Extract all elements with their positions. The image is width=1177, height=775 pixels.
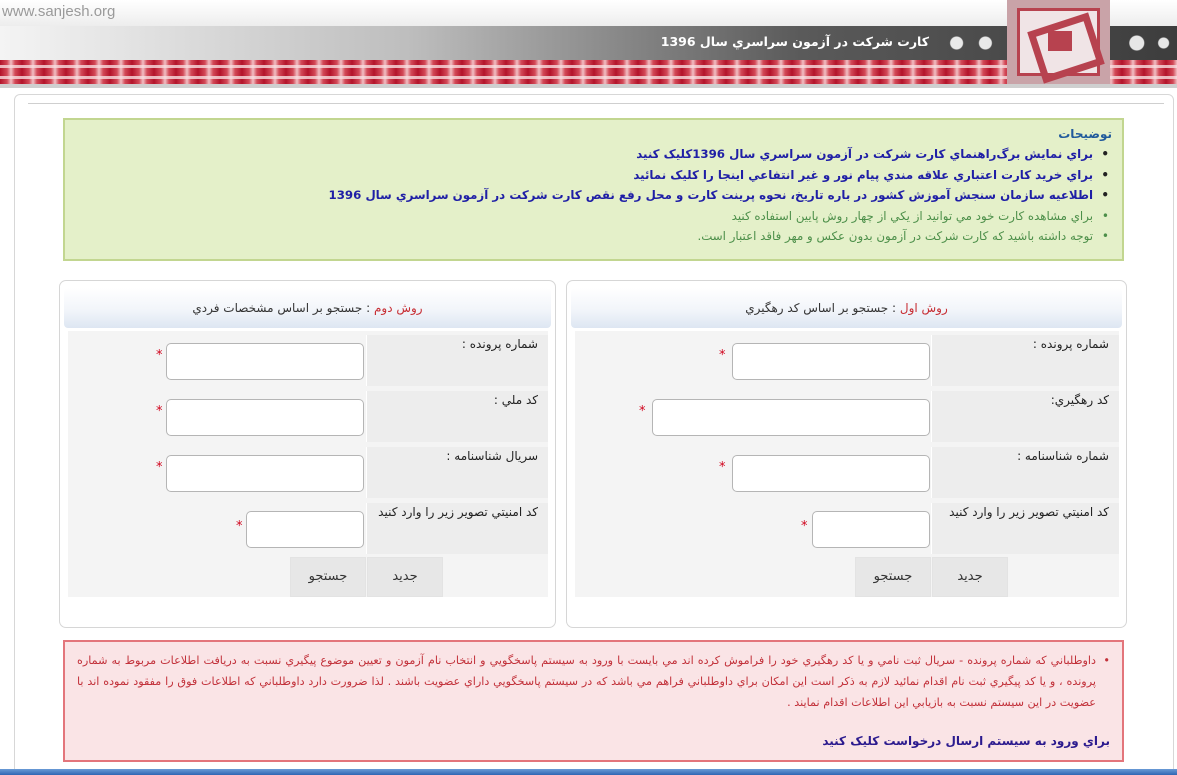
form-field-cell [68, 447, 366, 498]
site-url: www.sanjesh.org [2, 3, 116, 20]
method-label: روش اول [899, 301, 948, 315]
case-number-label: شماره پرونده : [931, 335, 1119, 386]
panel-search-by-personal-info [59, 280, 556, 628]
form-field-cell [575, 391, 931, 442]
ornament-icon [935, 26, 1007, 60]
info-box [63, 118, 1124, 261]
panel-header [64, 288, 551, 328]
tracking-code-input[interactable] [652, 399, 930, 436]
form-row [575, 331, 1119, 386]
case-number-label: شماره پرونده : [366, 335, 548, 386]
notice-text: • داوطلباني که شماره پرونده - سريال ثبت نامي و يا کد رهگيري خود را فراموش کرده اند مي بايست با ورود به سيستم پاسخگويي و انتخاب نام آزمون و تعيين موضوع پيگيري نسبت به دريافت اطلاعات مربوط به شماره پرونده ، و يا کد پيگيري ثبت نام اقدام نمائيد لازم به ذکر است اين امکان براي داوطلباني فراهم مي باشد که در سيستم پاسخگويي داراي عضويت باشند . لذا ضرورت دارد داوطلباني که اطلاعات فوق را مفقود نموده اند با عضويت در اين سيستم نسبت به بازيابي اين اطلاعات اقدام نمايند . [77, 650, 1110, 713]
form-row [575, 387, 1119, 442]
form-field-cell [68, 391, 366, 442]
form-row [68, 387, 548, 442]
captcha-input[interactable] [812, 511, 930, 548]
info-list [65, 144, 1112, 247]
national-code-label: کد ملي : [366, 391, 548, 442]
national-code-input[interactable] [166, 399, 364, 436]
required-mark: * [639, 404, 646, 419]
search-button[interactable]: جستجو [855, 557, 931, 597]
form-row [68, 499, 548, 554]
new-button[interactable]: جديد [932, 557, 1008, 597]
captcha-input[interactable] [246, 511, 364, 548]
panel-header [571, 288, 1122, 328]
tracking-code-label: کد رهگيري: [931, 391, 1119, 442]
button-row [68, 557, 548, 597]
form-body [575, 331, 1119, 597]
button-row [575, 557, 1119, 597]
captcha-label: کد امنيتي تصوير زير را وارد کنيد [931, 503, 1119, 554]
form-row [575, 443, 1119, 498]
captcha-label: کد امنيتي تصوير زير را وارد کنيد [366, 503, 548, 554]
header-bottom-border [0, 84, 1177, 88]
header-top-band [0, 0, 1177, 26]
os-taskbar [0, 769, 1177, 775]
info-note-validity: • توجه داشته باشيد که کارت شرکت در آزمون بدون عکس و مهر فاقد اعتبار است. [65, 226, 1112, 247]
form-field-cell [575, 503, 931, 554]
case-number-input[interactable] [166, 343, 364, 380]
form-body [68, 331, 548, 597]
case-number-input[interactable] [732, 343, 930, 380]
info-note-methods: • براي مشاهده کارت خود مي توانيد از يکي از چهار روش پايين استفاده کنيد [65, 206, 1112, 227]
form-field-cell [68, 503, 366, 554]
panel-title: : جستجو بر اساس کد رهگيري [745, 301, 900, 315]
page-title: کارت شرکت در آزمون سراسري سال 1396 [660, 34, 929, 49]
form-row [575, 499, 1119, 554]
id-serial-label: سريال شناسنامه : [366, 447, 548, 498]
form-row [68, 331, 548, 386]
required-mark: * [156, 404, 163, 419]
announcement-link[interactable]: • اطلاعيه سازمان سنجش آموزش کشور در باره تاريخ، نحوه پرينت کارت و محل رفع نقص کارت شرکت در آزمون سراسري سال 1396 [65, 185, 1112, 206]
form-row [68, 443, 548, 498]
buy-credit-card-link[interactable]: • براي خريد کارت اعتباري علاقه مندي پيام نور و غير انتفاعي اينجا را کليک نمائيد [65, 165, 1112, 186]
sanjesh-logo [1007, 0, 1110, 84]
form-field-cell [68, 335, 366, 386]
new-button[interactable]: جديد [367, 557, 443, 597]
method-label: روش دوم [373, 301, 423, 315]
required-mark: * [236, 519, 243, 534]
id-number-label: شماره شناسنامه : [931, 447, 1119, 498]
logo-mark-icon [1017, 8, 1100, 76]
id-serial-input[interactable] [166, 455, 364, 492]
guide-link[interactable]: • براي نمايش برگ‌راهنماي کارت شرکت در آزمون سراسري سال 1396کليک کنيد [65, 144, 1112, 165]
site-header [0, 0, 1177, 88]
panel-title: : جستجو بر اساس مشخصات فردي [192, 301, 374, 315]
request-system-link[interactable]: براي ورود به سيستم ارسال درخواست کليک کنيد [822, 734, 1110, 748]
required-mark: * [156, 460, 163, 475]
required-mark: * [719, 460, 726, 475]
form-field-cell [575, 447, 931, 498]
required-mark: * [801, 519, 808, 534]
decorative-pattern-strip [0, 60, 1177, 84]
id-number-input[interactable] [732, 455, 930, 492]
form-field-cell [575, 335, 931, 386]
divider [28, 103, 1164, 104]
forgot-info-notice [63, 640, 1124, 762]
required-mark: * [719, 348, 726, 363]
panel-search-by-tracking-code [566, 280, 1127, 628]
search-button[interactable]: جستجو [290, 557, 366, 597]
info-title: توضيحات [1058, 127, 1112, 141]
ornament-right-icon [1110, 26, 1177, 60]
required-mark: * [156, 348, 163, 363]
